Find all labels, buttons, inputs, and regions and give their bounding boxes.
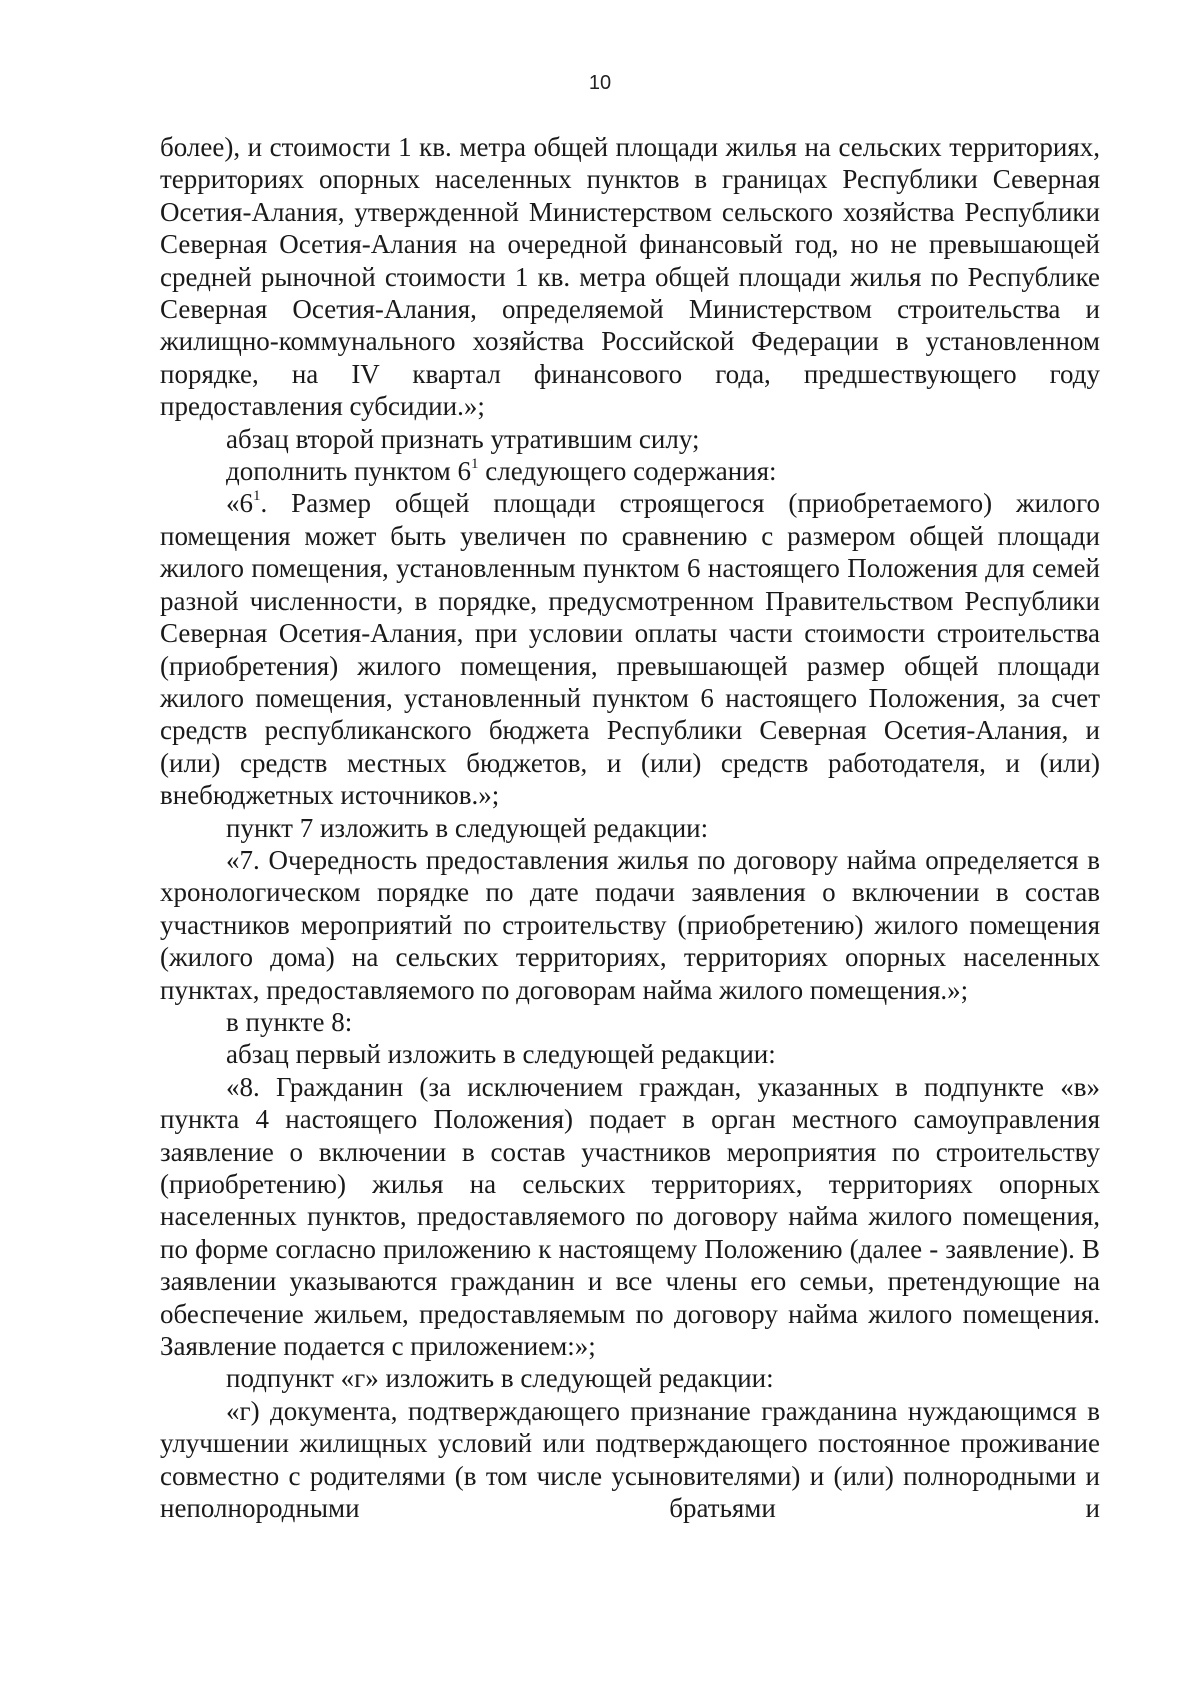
superscript-index: 1	[253, 488, 261, 505]
paragraph-text: дополнить пунктом 6	[226, 456, 471, 487]
paragraph-abzac-perviy: абзац первый изложить в следующей редакции:	[226, 1039, 776, 1070]
paragraph-v-punkte-8: в пункте 8:	[226, 1006, 353, 1037]
superscript-index: 1	[471, 456, 479, 473]
paragraph-point-7: «7. Очередность предоставления жилья по договору найма определяется в хронологическом порядке по дате подачи заявления о включении в состав участников мероприятий по строительству (приобретению) жилого помещения (жилого дома) на сельских территориях, территориях опорных населенных пунктах, предоставляемого по договорам найма жилого помещения.»;	[160, 844, 1100, 1005]
paragraph-text: «6	[226, 488, 253, 519]
paragraph-podpunkt-g: «г) документа, подтверждающего признание гражданина нуждающимся в улучшении жилищных условий или подтверждающего постоянное проживание совместно с родителями (в том числе усыновителями) и (или) полнородными и неполнородными братьями и	[160, 1395, 1100, 1524]
paragraph-text: следующего содержания:	[478, 456, 777, 487]
page-number: 10	[588, 72, 612, 94]
paragraph-podpunkt-g-heading: подпункт «г» изложить в следующей редакции:	[226, 1363, 774, 1394]
paragraph-point-8: «8. Гражданин (за исключением граждан, указанных в подпункте «в» пункта 4 настоящего Положения) подает в орган местного самоуправления заявление о включении в состав участников мероприятия по строительству (приобретению) жилья на сельских территориях, территориях опорных населенных пунктов, предоставляемого по договору найма жилого помещения, по форме согласно приложению к настоящему Положению (далее - заявление). В заявлении указываются гражданин и все члены его семьи, претендующие на обеспечение жильем, предоставляемым по договору найма жилого помещения. Заявление подается с приложением:»;	[160, 1071, 1100, 1362]
paragraph-dopolnit-punktom	[160, 455, 1100, 487]
paragraph-continuation: более), и стоимости 1 кв. метра общей площади жилья на сельских территориях, территориях опорных населенных пунктов в границах Республики Северная Осетия-Алания, утвержденной Министерством сельского хозяйства Республики Северная Осетия-Алания на очередной финансовый год, но не превышающей средней рыночной стоимости 1 кв. метра общей площади жилья по Республике Северная Осетия-Алания, определяемой Министерством строительства и жилищно-коммунального хозяйства Российской Федерации в установленном порядке, на IV квартал финансового года, предшествующего году предоставления субсидии.»;	[160, 132, 1100, 422]
paragraph-point-6-1	[160, 487, 1100, 811]
paragraph-punkt-7-heading: пункт 7 изложить в следующей редакции:	[226, 812, 709, 843]
document-body	[160, 131, 1100, 1524]
paragraph-abzac-vtoroy: абзац второй признать утратившим силу;	[226, 423, 700, 454]
paragraph-text: . Размер общей площади строящегося (приобретаемого) жилого помещения может быть увеличен по сравнению с размером общей площади жилого помещения, установленным пунктом 6 настоящего Положения для семей разной численности, в порядке, предусмотренном Правительством Республики Северная Осетия-Алания, при условии оплаты части стоимости строительства (приобретения) жилого помещения, превышающей размер общей площади жилого помещения, установленный пунктом 6 настоящего Положения, за счет средств республиканского бюджета Республики Северная Осетия-Алания, и (или) средств местных бюджетов, и (или) средств работодателя, и (или) внебюджетных источников.»;	[160, 488, 1100, 811]
